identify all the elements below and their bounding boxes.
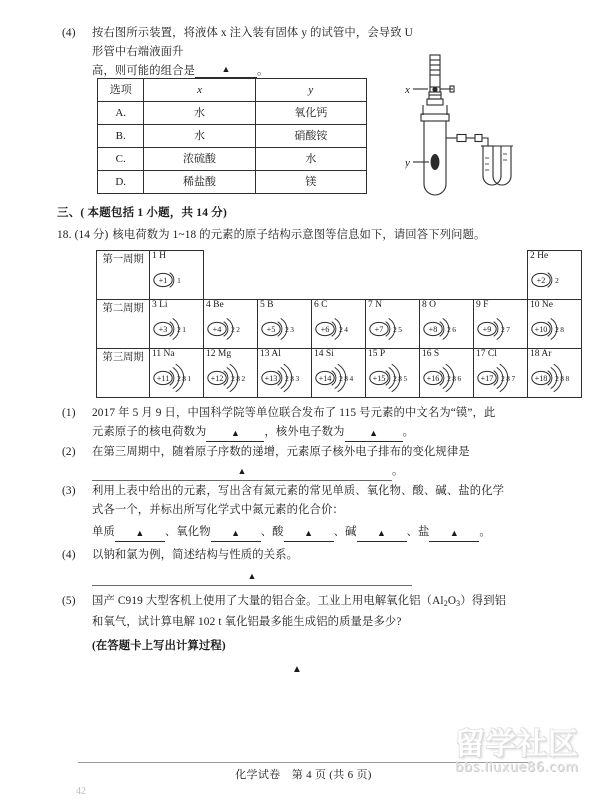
- svg-text:2: 2: [393, 324, 397, 334]
- q4b-text: 以钠和氯为例，简述结构与性质的关系。: [92, 549, 299, 561]
- atom-structure-diagram: [314, 361, 365, 395]
- atom-structure-diagram: [476, 361, 527, 395]
- element-cell[interactable]: [420, 300, 474, 349]
- atom-structure-diagram: [422, 312, 473, 346]
- option-y-value: 镁: [255, 171, 366, 194]
- q3-number: (3): [62, 485, 76, 497]
- element-cell[interactable]: [528, 251, 582, 300]
- q1-line-1: [62, 404, 532, 423]
- q3-blank-row: [92, 523, 532, 542]
- q5-text-c: ）得到铝: [460, 595, 507, 607]
- footer-text: 化学试卷 第 4 页 (共 6 页): [235, 769, 372, 781]
- question-4-text-post: 。: [257, 65, 269, 77]
- svg-text:2: 2: [555, 275, 559, 285]
- question-18-text: 核电荷数为 1~18 的元素的原子结构示意图等信息如下，请回答下列问题。: [112, 229, 486, 241]
- q3-blank-0[interactable]: ▲: [115, 526, 165, 542]
- element-cell[interactable]: [366, 300, 420, 349]
- q1-answer-line: [92, 423, 532, 442]
- svg-text:8: 8: [452, 373, 457, 383]
- apparatus-svg: [405, 52, 540, 212]
- svg-text:2: 2: [177, 324, 181, 334]
- svg-text:+13: +13: [264, 374, 278, 384]
- svg-text:+18: +18: [534, 374, 548, 384]
- q5-line-3: [62, 637, 532, 656]
- question-18-score: (14 分): [74, 229, 109, 241]
- element-cell[interactable]: [150, 300, 204, 349]
- element-cell[interactable]: [474, 349, 528, 398]
- element-label: 18 Ar: [530, 349, 552, 359]
- svg-text:+7: +7: [374, 325, 384, 335]
- svg-text:1: 1: [177, 275, 181, 285]
- q4b-answer-blank[interactable]: ▲: [92, 568, 412, 586]
- option-table: [97, 78, 367, 194]
- element-cell[interactable]: [204, 349, 258, 398]
- q3-blank-label: 氧化物: [176, 526, 211, 538]
- q2-text: 在第三周期中，随着原子序数的递增，元素原子核外电子排布的变化规律是: [92, 446, 470, 458]
- atom-structure-diagram: [368, 361, 419, 395]
- svg-text:8: 8: [290, 373, 295, 383]
- svg-text:+4: +4: [212, 325, 222, 335]
- svg-text:2: 2: [447, 324, 451, 334]
- watermark-url: bbs.liuxue86.com: [455, 760, 579, 775]
- q5-note: (在答题卡上写出计算过程): [92, 640, 226, 652]
- option-x-value: 稀盐酸: [144, 171, 255, 194]
- atom-structure-diagram: [152, 263, 203, 297]
- svg-text:2: 2: [231, 324, 235, 334]
- q2-tail: 。: [392, 465, 404, 477]
- svg-text:8: 8: [506, 373, 511, 383]
- atom-structure-diagram: [152, 361, 203, 395]
- empty-cell: [420, 251, 474, 300]
- apparatus-label-x: x: [405, 84, 410, 96]
- atom-structure-diagram: [206, 312, 257, 346]
- empty-cell: [474, 251, 528, 300]
- option-row[interactable]: [98, 102, 367, 125]
- period-label: 第三周期: [97, 349, 150, 398]
- q5-sub-2: 3: [456, 599, 461, 608]
- atom-structure-diagram: [206, 361, 257, 395]
- svg-text:+9: +9: [482, 325, 492, 335]
- element-cell[interactable]: [204, 300, 258, 349]
- atom-structure-diagram: [476, 312, 527, 346]
- option-row[interactable]: [98, 171, 367, 194]
- svg-text:6: 6: [452, 324, 457, 334]
- q5-text-b: O: [447, 595, 457, 607]
- apparatus-label-y: y: [405, 157, 410, 169]
- left-page-number: 42: [76, 786, 86, 797]
- element-label: 10 Ne: [530, 300, 553, 310]
- element-label: 1 H: [152, 251, 166, 261]
- element-cell[interactable]: [528, 349, 582, 398]
- q1-line-2: [62, 423, 532, 442]
- question-4-block: [62, 24, 422, 81]
- q1-number: (1): [62, 407, 76, 419]
- svg-text:1: 1: [187, 373, 192, 383]
- q3-text-1: 利用上表中给出的元素，写出含有氮元素的常见单质、氧化物、酸、碱、盐的化学: [92, 485, 505, 497]
- option-x-value: 水: [144, 102, 255, 125]
- svg-text:2: 2: [177, 373, 181, 383]
- atom-structure-diagram: [368, 312, 419, 346]
- atom-structure-diagram: [530, 361, 581, 395]
- q4b-answer-line: [92, 567, 532, 586]
- q1-blank-nuclear-charge[interactable]: ▲: [206, 426, 264, 442]
- q5-sub-1: 2: [443, 599, 448, 608]
- option-x-value: 水: [144, 125, 255, 148]
- q2-line-2: [62, 462, 532, 481]
- q3-line-2: [62, 501, 532, 520]
- option-row[interactable]: [98, 148, 367, 171]
- element-label: 12 Mg: [206, 349, 232, 359]
- svg-text:8: 8: [560, 324, 565, 334]
- svg-text:2: 2: [555, 324, 559, 334]
- option-label: B.: [98, 125, 144, 148]
- q3-blank-3[interactable]: ▲: [357, 526, 407, 542]
- element-label: 2 He: [530, 251, 549, 261]
- atom-structure-diagram: [260, 312, 311, 346]
- q3-separator: 、: [164, 526, 177, 538]
- element-label: 16 S: [422, 349, 440, 359]
- svg-text:+17: +17: [480, 374, 494, 384]
- q2-number: (2): [62, 446, 76, 458]
- svg-text:3: 3: [295, 373, 300, 383]
- q3-separator: 、: [406, 526, 418, 538]
- period-row: [97, 349, 582, 398]
- atom-structure-diagram: [530, 263, 581, 297]
- element-label: 9 F: [476, 300, 489, 310]
- q3-blank-2[interactable]: ▲: [284, 526, 334, 542]
- atom-structure-diagram: [530, 312, 581, 346]
- element-cell[interactable]: [258, 349, 312, 398]
- element-label: 13 Al: [260, 349, 281, 359]
- svg-text:1: 1: [182, 324, 187, 334]
- q3-blank-label: 单质: [92, 526, 115, 538]
- atom-structure-diagram: [152, 312, 203, 346]
- option-x-value: 浓硫酸: [144, 148, 255, 171]
- atomic-structure-table-wrapper: [96, 250, 582, 398]
- svg-text:2: 2: [241, 373, 246, 383]
- question-4-line-1: [62, 24, 422, 62]
- q3-text-2: 式各一个，并标出所写化学式中氮元素的化合价：: [92, 504, 344, 516]
- q5-text-2: 和氧气，试计算电解 102 t 氧化铝最多能生成铝的质量是多少?: [92, 616, 402, 628]
- q3-line-3: [62, 523, 532, 542]
- q2-answer-line: [92, 462, 532, 481]
- svg-text:2: 2: [501, 324, 505, 334]
- section-heading: 三、( 本题包括 1 小题，共 14 分): [57, 207, 227, 219]
- q3-blank-1[interactable]: ▲: [211, 526, 261, 542]
- svg-text:8: 8: [398, 373, 403, 383]
- element-cell[interactable]: [528, 300, 582, 349]
- q4b-line-1: [62, 546, 532, 565]
- q3-blank-label: 酸: [272, 526, 284, 538]
- option-header: 选项: [98, 79, 144, 102]
- svg-text:2: 2: [285, 373, 289, 383]
- svg-text:7: 7: [506, 324, 511, 334]
- period-label: 第一周期: [97, 251, 150, 300]
- element-label: 5 B: [260, 300, 274, 310]
- svg-text:+6: +6: [320, 325, 330, 335]
- element-cell[interactable]: [366, 349, 420, 398]
- svg-text:+5: +5: [266, 325, 276, 335]
- svg-text:7: 7: [511, 373, 516, 383]
- empty-cell: [258, 251, 312, 300]
- option-label: A.: [98, 102, 144, 125]
- svg-text:2: 2: [231, 373, 235, 383]
- svg-text:8: 8: [565, 373, 570, 383]
- q1-text: 2017 年 5 月 9 日，中国科学院等单位联合发布了 115 号元素的中文名为“镆”，此: [92, 407, 496, 419]
- element-label: 3 Li: [152, 300, 168, 310]
- empty-cell: [312, 251, 366, 300]
- element-cell[interactable]: [150, 251, 204, 300]
- q3-blank-label: 盐: [417, 526, 430, 538]
- question-4-answer-blank[interactable]: ▲: [195, 62, 257, 78]
- svg-text:4: 4: [344, 324, 349, 334]
- svg-text:8: 8: [182, 373, 187, 383]
- watermark-brand: 留学社区: [455, 727, 579, 762]
- svg-text:6: 6: [457, 373, 462, 383]
- period-row: [97, 300, 582, 349]
- atom-structure-diagram: [260, 361, 311, 395]
- svg-text:+2: +2: [536, 276, 546, 286]
- q4b-line-2: [62, 567, 532, 586]
- q1-text-a: 元素原子的核电荷数为: [92, 426, 207, 438]
- svg-text:+15: +15: [372, 374, 386, 384]
- q2-line-1: [62, 443, 532, 462]
- svg-text:+3: +3: [158, 325, 168, 335]
- option-table-wrapper: [97, 78, 367, 194]
- svg-text:8: 8: [560, 373, 565, 383]
- period-row: [97, 251, 582, 300]
- element-cell[interactable]: [312, 349, 366, 398]
- q3-tail: 。: [479, 526, 491, 538]
- q3-line-1: [62, 482, 532, 501]
- option-y-value: 氧化钙: [255, 102, 366, 125]
- element-cell[interactable]: [420, 349, 474, 398]
- q5-text-1: [92, 592, 532, 613]
- svg-text:8: 8: [236, 373, 241, 383]
- empty-cell: [204, 251, 258, 300]
- element-label: 14 Si: [314, 349, 334, 359]
- option-table-header-row: [98, 79, 367, 102]
- question-4-text: 按右图所示装置，将液体 x 注入装有固体 y 的试管中，会导致 U 形管中右端液面升: [92, 27, 413, 58]
- q5-answer-marker[interactable]: ▲: [292, 664, 302, 675]
- q5-text-a: 国产 C919 大型客机上使用了大量的铝合金。工业上用电解氧化铝（Al: [92, 595, 444, 607]
- q3-separator: 、: [260, 526, 273, 538]
- question-list: [62, 404, 532, 675]
- question-4-text-pre: 高，则可能的组合是: [92, 65, 196, 77]
- svg-text:5: 5: [398, 324, 403, 334]
- empty-cell: [366, 251, 420, 300]
- q5-line-1: [62, 592, 532, 613]
- element-cell[interactable]: [258, 300, 312, 349]
- svg-text:2: 2: [339, 373, 343, 383]
- element-cell[interactable]: [474, 300, 528, 349]
- q3-blank-label: 碱: [345, 526, 357, 538]
- q3-blank-4[interactable]: ▲: [429, 526, 479, 542]
- q1-blank-electron-count[interactable]: ▲: [345, 426, 403, 442]
- element-cell[interactable]: [150, 349, 204, 398]
- svg-text:+14: +14: [318, 374, 332, 384]
- q5-line-2: [62, 613, 532, 632]
- option-label: C.: [98, 148, 144, 171]
- svg-text:+8: +8: [428, 325, 438, 335]
- element-label: 17 Cl: [476, 349, 497, 359]
- svg-text:2: 2: [393, 373, 397, 383]
- element-label: 4 Be: [206, 300, 224, 310]
- atomic-structure-table: [96, 250, 582, 398]
- element-label: 15 P: [368, 349, 386, 359]
- element-cell[interactable]: [312, 300, 366, 349]
- svg-text:8: 8: [344, 373, 349, 383]
- svg-text:2: 2: [339, 324, 343, 334]
- svg-text:2: 2: [447, 373, 451, 383]
- q3-separator: 、: [333, 526, 346, 538]
- element-label: 8 O: [422, 300, 436, 310]
- option-y-value: 水: [255, 148, 366, 171]
- q2-answer-blank[interactable]: ▲: [92, 463, 392, 481]
- svg-text:2: 2: [236, 324, 241, 334]
- question-18-number: 18.: [57, 229, 72, 241]
- q1-text-b: ，核外电子数为: [264, 426, 345, 438]
- element-label: 6 C: [314, 300, 328, 310]
- option-row[interactable]: [98, 125, 367, 148]
- element-label: 7 N: [368, 300, 382, 310]
- svg-text:5: 5: [403, 373, 408, 383]
- q1-text-c: 。: [402, 426, 415, 438]
- element-label: 11 Na: [152, 349, 175, 359]
- svg-text:+16: +16: [426, 374, 440, 384]
- svg-text:+11: +11: [156, 374, 170, 384]
- svg-text:3: 3: [290, 324, 295, 334]
- atom-structure-diagram: [422, 361, 473, 395]
- q5-number: (5): [62, 595, 76, 607]
- svg-text:+10: +10: [534, 325, 548, 335]
- atom-structure-diagram: [314, 312, 365, 346]
- svg-text:+1: +1: [158, 276, 168, 286]
- svg-text:2: 2: [555, 373, 559, 383]
- question-4-number: (4): [62, 27, 76, 39]
- option-y-value: 硝酸铵: [255, 125, 366, 148]
- svg-text:2: 2: [285, 324, 289, 334]
- svg-text:+12: +12: [210, 374, 224, 384]
- period-label: 第二周期: [97, 300, 150, 349]
- svg-text:4: 4: [349, 373, 354, 383]
- option-label: D.: [98, 171, 144, 194]
- y-header: y: [255, 79, 366, 102]
- question-18-heading: [57, 226, 537, 245]
- x-header: x: [144, 79, 255, 102]
- q4b-number: (4): [62, 549, 76, 561]
- apparatus-diagram: [405, 52, 540, 212]
- site-watermark: [455, 728, 605, 790]
- svg-text:2: 2: [501, 373, 505, 383]
